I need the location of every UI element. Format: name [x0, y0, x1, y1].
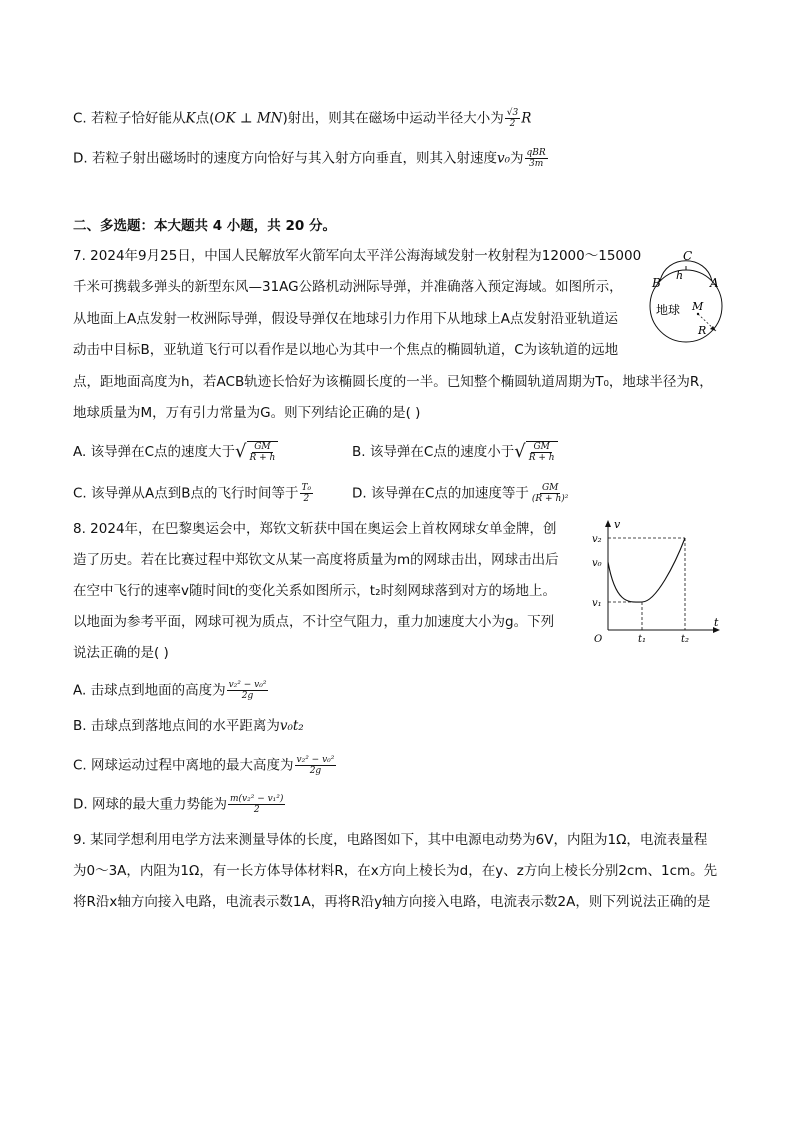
sqrt: √ $\frac{GM}{R + h}$: [514, 441, 557, 463]
sqrt: √ $\frac{GM}{R + h}$: [235, 441, 278, 463]
q7-option-a[interactable]: A. 该导弹在C点的速度大于 √ $\frac{GM}{R + h}$: [73, 441, 278, 463]
fraction: $\frac{\text{m(v₂² − v₁²)}}{2}$: [229, 794, 284, 815]
q8-option-c[interactable]: C. 网球运动过程中离地的最大高度为 $\frac{\text{v₂² − v₀²}}{2g}$: [73, 755, 335, 776]
q8-option-a[interactable]: A. 击球点到地面的高度为 $\frac{\text{v₂² − v₀²}}{2g}$: [73, 680, 267, 701]
label-r: R: [698, 324, 707, 337]
q8-line-5: 说法正确的是( ): [73, 645, 169, 661]
q9-line-2: 为0～3A，内阻为1Ω，有一长方体导体材料R，在x方向上棱长为d，在y、z方向上棱长分别2cm、1cm。先: [73, 863, 718, 879]
q8-line-3: 在空中飞行的速率v随时间t的变化关系如图所示，t₂时刻网球落到对方的场地上。: [73, 583, 556, 599]
tick-v0: v₀: [592, 558, 602, 569]
fraction: $\frac{GM}{\text{(R + h)²}}$: [531, 483, 569, 504]
v-axis-label: v: [614, 518, 621, 531]
section-heading: 二、多选题：本大题共 4 小题，共 20 分。: [73, 218, 336, 234]
fraction: $\frac{\text{qBR}}{3m}$: [526, 148, 546, 169]
series-curve: [608, 538, 685, 602]
label-m: M: [692, 300, 704, 313]
q8-line-2: 造了历史。若在比赛过程中郑钦文从某一高度将质量为m的网球击出，网球击出后: [73, 552, 559, 568]
q7-line-2: 千米可携载多弹头的新型东风—31AG公路机动洲际导弹，并准确落入预定海域。如图所示，: [73, 279, 623, 295]
fraction: $\frac{\text{v₂² − v₀²}}{2g}$: [296, 755, 335, 776]
q6-option-d[interactable]: D. 若粒子射出磁场时的速度方向恰好与其入射方向垂直，则其入射速度v₀为 $\frac{\text{qBR}}{3m}$: [73, 148, 546, 169]
q7-option-b[interactable]: B. 该导弹在C点的速度小于 √ $\frac{GM}{R + h}$: [352, 441, 558, 463]
label-earth: 地球: [656, 303, 681, 317]
q9-line-3: 将R沿x轴方向接入电路，电流表示数1A，再将R沿y轴方向接入电路，电流表示数2A，则下列说法正确的是: [73, 894, 711, 910]
q8-option-b[interactable]: B. 击球点到落地点间的水平距离为v₀t₂: [73, 718, 304, 734]
q8-line-4: 以地面为参考平面，网球可视为质点，不计空气阻力，重力加速度大小为g。下列: [73, 614, 555, 630]
q7-line-3: 从地面上A点发射一枚洲际导弹，假设导弹仅在地球引力作用下从地球上A点发射沿亚轨道运: [73, 311, 618, 327]
label-h: h: [676, 269, 684, 282]
q9-line-1: 9. 某同学想利用电学方法来测量导体的长度，电路图如下，其中电源电动势为6V，内阻为1Ω，电流表量程: [73, 832, 708, 848]
orbit-arc: [660, 261, 712, 281]
earth-orbit-diagram: [646, 246, 728, 352]
q7-line-5: 点，距地面高度为h，若ACB轨迹长恰好为该椭圆长度的一半。已知整个椭圆轨道周期为T₀，地球半径为R，: [73, 374, 713, 390]
fraction: $\frac{\text{T₀}}{2}$: [301, 483, 312, 504]
q7-line-4: 动击中目标B，亚轨道飞行可以看作是以地心为其中一个焦点的椭圆轨道，C为该轨道的远地: [73, 342, 619, 358]
label-c: C: [683, 249, 693, 263]
q7-line-1: 7. 2024年9月25日，中国人民解放军火箭军向太平洋公海海域发射一枚射程为12000～15000: [73, 248, 642, 264]
tick-origin: O: [594, 634, 603, 645]
q7-option-c[interactable]: C. 该导弹从A点到B点的飞行时间等于 $\frac{\text{T₀}}{2}$: [73, 483, 312, 504]
q7-line-6: 地球质量为M，万有引力常量为G。则下列结论正确的是( ): [73, 405, 421, 421]
label-a: A: [710, 276, 719, 290]
tick-t1: t₁: [638, 634, 647, 645]
t-axis-label: t: [714, 616, 719, 629]
q8-line-1: 8. 2024年，在巴黎奥运会中，郑钦文斩获中国在奥运会上首枚网球女单金牌，创: [73, 521, 557, 537]
velocity-time-graph: [586, 516, 726, 646]
fraction: $\frac{√3}{2}$: [506, 108, 519, 129]
fraction: $\frac{\text{v₂² − v₀²}}{2g}$: [228, 680, 267, 701]
tick-v2: v₂: [592, 534, 602, 545]
q7-option-d[interactable]: D. 该导弹在C点的加速度等于 $\frac{GM}{\text{(R + h)²}}$: [352, 483, 569, 504]
q6-option-c[interactable]: C. 若粒子恰好能从K点(OK ⊥ MN)射出，则其在磁场中运动半径大小为 $\frac{√3}{2}$ R: [73, 108, 532, 129]
tick-v1: v₁: [592, 598, 602, 609]
q8-option-d[interactable]: D. 网球的最大重力势能为 $\frac{\text{m(v₂² − v₁²)}}{2}$: [73, 794, 284, 815]
label-b: B: [652, 276, 661, 290]
tick-t2: t₂: [681, 634, 690, 645]
